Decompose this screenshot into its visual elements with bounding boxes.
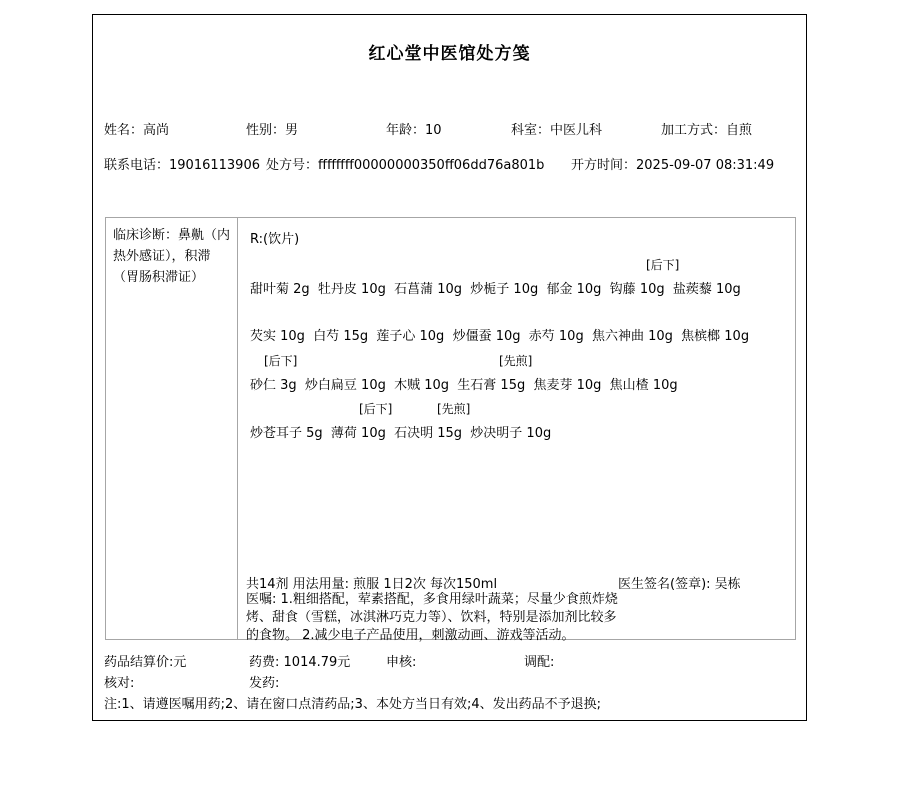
- prescription-page: [92, 14, 807, 721]
- doctor-signature-field: [618, 573, 741, 592]
- check-field: 核对:: [104, 676, 135, 691]
- phone-field: [104, 154, 260, 173]
- phone-label: 联系电话：: [104, 158, 170, 173]
- dosage-usage: 共14剂 用法用量: 煎服 1日2次 每次150ml: [246, 577, 498, 592]
- prescription-body-box: [105, 217, 796, 643]
- decoct-first-tag-line3: [先煎]: [499, 354, 533, 368]
- rx-number-field: [266, 154, 544, 173]
- decoct-after-tag-line4: [后下]: [359, 402, 393, 416]
- medicine-line-2: 芡实 10g 白芍 15g 莲子心 10g 炒僵蚕 10g 赤芍 10g 焦六神曲 10g 焦槟榔 10g: [250, 329, 750, 344]
- issue-time-value: 2025-09-07 08:31:49: [636, 158, 775, 173]
- patient-age-value: 10: [425, 123, 442, 138]
- doctor-advice: [246, 591, 628, 645]
- issue-medicine-field: 发药:: [249, 676, 280, 691]
- diagnosis-cell: [106, 218, 238, 639]
- medicine-fee-value: 1014.79元: [283, 655, 351, 670]
- review-field: 申核:: [386, 655, 417, 670]
- decoct-first-tag-line4: [先煎]: [437, 402, 471, 416]
- medicine-line-4: 炒苍耳子 5g 薄荷 10g 石决明 15g 炒决明子 10g: [250, 426, 552, 441]
- decoct-after-tag-line1: [后下]: [646, 258, 680, 272]
- settlement-price-field: [104, 651, 186, 670]
- clinical-diagnosis: 临床诊断：鼻鼽（内热外感证），积滞（胃肠积滞证）: [113, 228, 231, 285]
- patient-name-field: [104, 119, 169, 138]
- medicine-fee-field: [249, 651, 350, 670]
- issue-time-field: [571, 154, 774, 173]
- rx-number-label: 处方号：: [266, 158, 319, 173]
- department-value: 中医儿科: [550, 123, 603, 138]
- patient-gender-field: [246, 119, 298, 138]
- department-field: [511, 119, 602, 138]
- patient-gender-label: 性别：: [246, 123, 286, 138]
- settlement-price-label: 药品结算价:: [104, 655, 174, 670]
- patient-gender-value: 男: [285, 123, 299, 138]
- issue-time-label: 开方时间：: [571, 158, 637, 173]
- medicine-fee-label: 药费:: [249, 655, 280, 670]
- processing-method-field: [661, 119, 752, 138]
- doctor-advice-text: 1.粗细搭配，荤素搭配，多食用绿叶蔬菜；尽量少食煎炸烧烤、甜食（雪糕，冰淇淋巧克力等）、饮料，特别是添加剂比较多的食物。 2.减少电子产品使用，刺激动画、游戏等活动。: [246, 592, 618, 643]
- doctor-signature-label: 医生签名(签章):: [618, 577, 715, 592]
- patient-age-field: [386, 119, 442, 138]
- processing-method-value: 自煎: [726, 123, 753, 138]
- patient-name-value: 高尚: [143, 123, 170, 138]
- doctor-advice-label: 医嘱:: [246, 592, 277, 607]
- rx-cell: [239, 218, 795, 643]
- department-label: 科室：: [511, 123, 551, 138]
- phone-value: 19016113906: [169, 158, 260, 173]
- patient-age-label: 年龄：: [386, 123, 426, 138]
- medicine-line-3: 砂仁 3g 炒白扁豆 10g 木贼 10g 生石膏 15g 焦麦芽 10g 焦山楂 10g: [250, 378, 678, 393]
- medicine-line-1: 甜叶菊 2g 牡丹皮 10g 石菖蒲 10g 炒栀子 10g 郁金 10g 钩藤 10g 盐蒺藜 10g: [250, 282, 741, 297]
- dispense-field: 调配:: [524, 655, 555, 670]
- rx-header: R:(饮片): [250, 232, 300, 247]
- page-title: 红心堂中医馆处方笺: [368, 44, 531, 64]
- doctor-signature-name: 吴栋: [714, 577, 741, 592]
- decoct-after-tag-line3: [后下]: [264, 354, 298, 368]
- rx-number-value: ffffffff00000000350ff06dd76a801b: [318, 158, 545, 173]
- footer-note: 注:1、请遵医嘱用药;2、请在窗口点清药品;3、本处方当日有效;4、发出药品不予退换;: [104, 697, 601, 712]
- processing-method-label: 加工方式：: [661, 123, 727, 138]
- settlement-price-value: 元: [173, 655, 187, 670]
- patient-name-label: 姓名：: [104, 123, 144, 138]
